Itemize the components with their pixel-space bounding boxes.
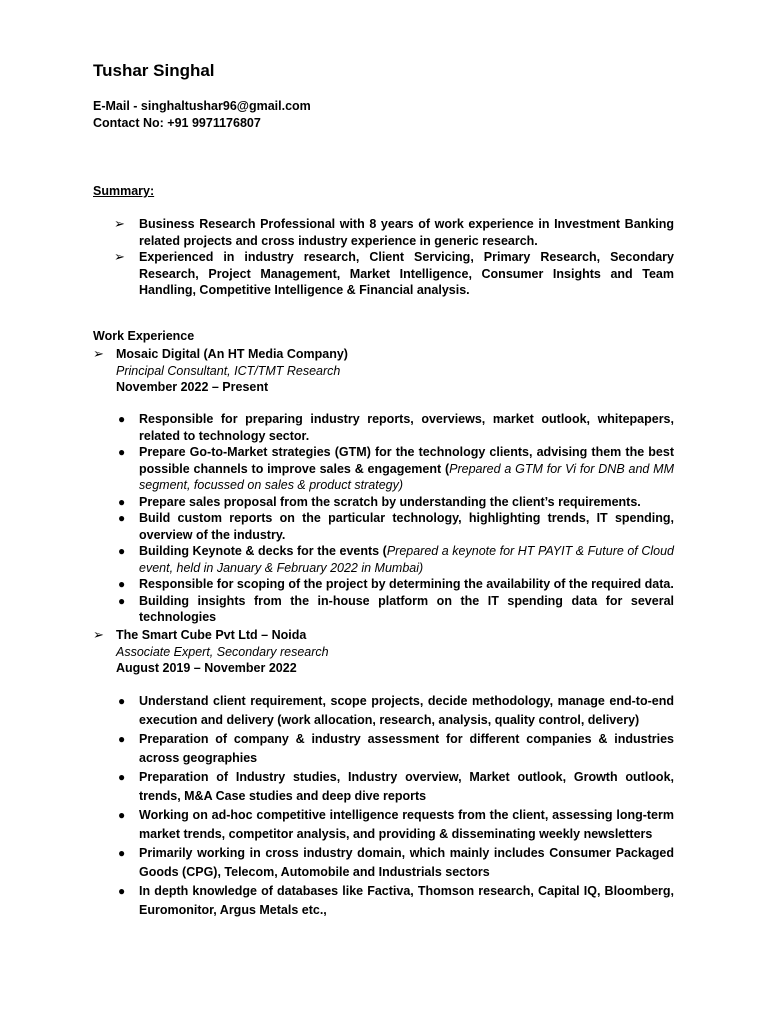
job-bullets [114,411,674,626]
summary-list [114,216,674,299]
bullet-dot-icon: ● [118,694,126,708]
bullet-item: ● Prepare sales proposal from the scratch by understanding the client’s requirements. [118,494,641,509]
bullet-item: ● Understand client requirement, scope projects, decide methodology, manage end-to-end execution and delivery (work allocation, research, analysis, quality control, delivery) [118,694,674,727]
job-company: ➢ Mosaic Digital (An HT Media Company) [93,346,348,361]
candidate-name: Tushar Singhal [93,61,215,80]
bullet-dot-icon: ● [118,511,126,525]
job-dates: August 2019 – November 2022 [116,661,297,675]
job-dates: November 2022 – Present [116,380,269,394]
bullet-dot-icon: ● [118,577,126,591]
bullet-item: ● Building insights from the in-house platform on the IT spending data for several technologies [118,593,674,624]
bullet-item: ● Preparation of company & industry assessment for different companies & industries across geographies [118,732,674,765]
bullet-dot-icon: ● [118,412,126,426]
bullet-dot-icon: ● [118,732,126,746]
bullet-dot-icon: ● [118,494,126,509]
summary-heading: Summary: [93,184,155,198]
bullet-item: ● Building Keynote & decks for the events (Prepared a keynote for HT PAYIT & Future of Cloud event, held in January & February 2022 in Mumbai) [118,544,674,575]
arrow-bullet-icon: ➢ [114,249,125,265]
bullet-item: ● Preparation of Industry studies, Industry overview, Market outlook, Growth outlook, trends, M&A Case studies and deep dive reports [118,770,674,803]
bullet-dot-icon: ● [118,770,126,784]
bullet-item: ● Responsible for preparing industry reports, overviews, market outlook, whitepapers, related to technology sector. [118,412,674,443]
phone-line: Contact No: +91 9971176807 [93,115,261,130]
arrow-bullet-icon: ➢ [114,216,125,231]
job-role: Principal Consultant, ICT/TMT Research [116,363,341,378]
email-line: E-Mail - singhaltushar96@gmail.com [93,99,311,113]
bullet-item: ● Working on ad-hoc competitive intelligence requests from the client, assessing long-term market trends, competitor analysis, and providing & disseminating weekly newsletters [118,808,674,841]
bullet-item: ● Responsible for scoping of the project by determining the availability of the required data. [118,577,674,591]
bullet-dot-icon: ● [118,846,126,860]
bullet-item: ● In depth knowledge of databases like Factiva, Thomson research, Capital IQ, Bloomberg, Euromonitor, Argus Metals etc., [118,884,674,917]
job-role: Associate Expert, Secondary research [116,644,329,659]
summary-item: ➢ Experienced in industry research, Client Servicing, Primary Research, Secondary Research, Project Management, Market Intelligence, Consumer Insights and Team Handling, Competitive Intelligence & Financial analysis. [114,249,674,298]
job-company: ➢ The Smart Cube Pvt Ltd – Noida [93,627,307,642]
job-entry [93,346,693,396]
job-entry [93,627,693,677]
bullet-dot-icon: ● [118,808,126,822]
bullet-item: ● Build custom reports on the particular technology, highlighting trends, IT spending, overview of the industry. [118,511,674,542]
work-experience-heading: Work Experience [93,329,195,343]
bullet-dot-icon: ● [118,884,126,898]
bullet-item: ● Prepare Go-to-Market strategies (GTM) for the technology clients, advising them the best possible channels to improve sales & engagement (Prepared a GTM for Vi for DNB and MM segment, focussed on sales & product strategy) [118,445,674,492]
bullet-dot-icon: ● [118,593,126,608]
job-bullets [114,692,674,920]
bullet-dot-icon: ● [118,544,126,558]
arrow-bullet-icon: ➢ [93,346,104,361]
arrow-bullet-icon: ➢ [93,627,104,642]
contact-block [93,98,311,131]
summary-item: ➢ Business Research Professional with 8 years of work experience in Investment Banking related projects and cross industry experience in generic research. [114,216,674,248]
bullet-item: ● Primarily working in cross industry domain, which mainly includes Consumer Packaged Goods (CPG), Telecom, Automobile and Industrials sectors [118,846,674,879]
bullet-dot-icon: ● [118,445,126,459]
